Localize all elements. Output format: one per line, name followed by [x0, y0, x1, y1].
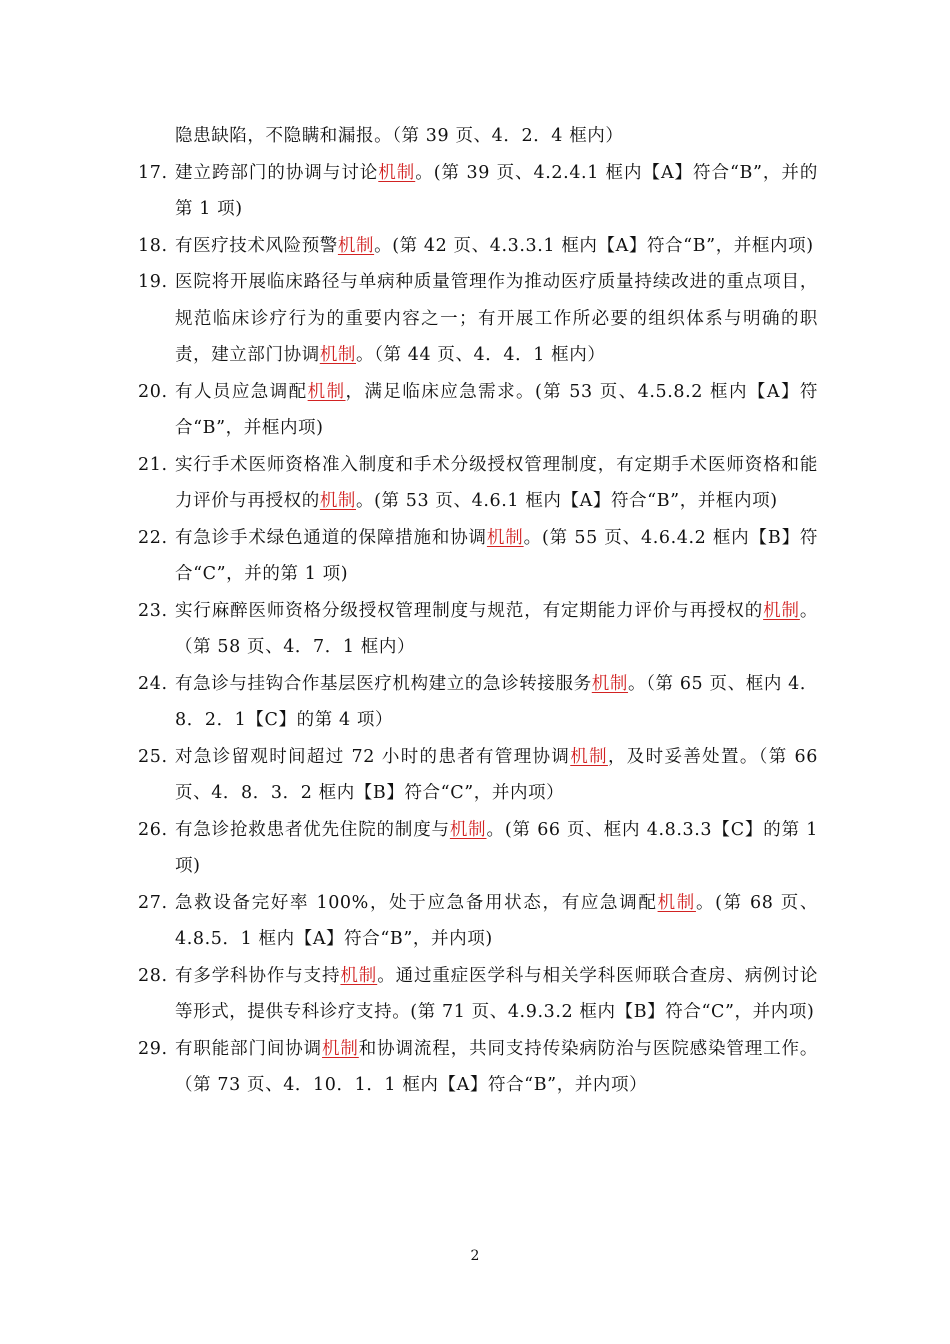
keyword-highlight: 机制: [591, 673, 629, 694]
item-text: 隐患缺陷，不隐瞒和漏报。（第 39 页、4．2．4 框内）: [175, 126, 624, 146]
keyword-highlight: 机制: [307, 381, 346, 402]
keyword-highlight: 机制: [657, 892, 696, 913]
item-text-tail: ，满足临床应急需求。(第 53 页、4.5.8.2 框内【A】符合“B”，并框内项): [175, 381, 818, 438]
item-text-tail: 。(第 42 页、4.3.3.1 框内【A】符合“B”，并框内项): [374, 235, 814, 256]
item-text: 有多学科协作与支持: [175, 965, 341, 986]
list-item: [138, 958, 818, 1031]
item-text-tail: 。（第 65 页、框内 4．8．2．1【C】的第 4 项）: [175, 673, 818, 730]
list-item: [138, 666, 818, 739]
item-number: 17.: [138, 162, 168, 183]
item-text-tail: 。(第 55 页、4.6.4.2 框内【B】符合“C”，并的第 1 项): [175, 527, 819, 584]
keyword-highlight: 机制: [322, 1038, 359, 1059]
item-text-tail: 。（第 44 页、4．4．1 框内）: [356, 345, 606, 365]
item-number: 19.: [138, 272, 168, 292]
list-item: [138, 374, 818, 447]
keyword-highlight: 机制: [337, 235, 375, 256]
item-number: 25.: [138, 746, 168, 767]
item-text: 有医疗技术风险预警: [175, 235, 338, 256]
item-number: 28.: [138, 965, 168, 986]
item-number: 24.: [138, 673, 168, 694]
item-text: 急救设备完好率 100%，处于应急备用状态，有应急调配: [175, 892, 658, 913]
item-text: 有职能部门间协调: [175, 1038, 323, 1059]
list-item: [138, 447, 818, 520]
item-text-tail: 和协调流程，共同支持传染病防治与医院感染管理工作。（第 73 页、4．10．1．1 框内【A】符合“B”，并内项）: [175, 1038, 818, 1095]
item-number: 23.: [138, 600, 168, 621]
list-item: [138, 520, 818, 593]
keyword-highlight: 机制: [340, 965, 378, 986]
list-item: [138, 264, 818, 374]
item-text: 实行麻醉医师资格分级授权管理制度与规范，有定期能力评价与再授权的: [175, 600, 764, 621]
list-item: [138, 812, 818, 885]
item-number: 22.: [138, 527, 168, 548]
item-number: 20.: [138, 381, 168, 402]
item-text-tail: 。（第 58 页、4．7．1 框内）: [175, 600, 818, 657]
item-text: 有人员应急调配: [175, 381, 308, 402]
item-number: 27.: [138, 892, 168, 913]
item-text: 有急诊与挂钩合作基层医疗机构建立的急诊转接服务: [175, 673, 592, 694]
list-item: [138, 118, 818, 155]
item-list: [138, 118, 818, 1104]
list-item: [138, 593, 818, 666]
item-number: 26.: [138, 819, 168, 840]
list-item: [138, 228, 818, 265]
list-item: [138, 1031, 818, 1104]
keyword-highlight: 机制: [378, 162, 416, 183]
item-text-tail: 。通过重症医学科与相关学科医师联合查房、病例讨论等形式，提供专科诊疗支持。(第 71 页、4.9.3.2 框内【B】符合“C”，并内项): [175, 965, 819, 1022]
list-item: [138, 739, 818, 812]
item-text-tail: 。(第 53 页、4.6.1 框内【A】符合“B”，并框内项): [356, 491, 778, 511]
item-text: 医院将开展临床路径与单病种质量管理作为推动医疗质量持续改进的重点项目，规范临床诊疗行为的重要内容之一；有开展工作所必要的组织体系与明确的职责，建立部门协调: [175, 272, 818, 365]
item-number: 29.: [138, 1038, 168, 1059]
item-text-tail: 。(第 66 页、框内 4.8.3.3【C】的第 1 项): [175, 819, 819, 876]
item-text-tail: 。(第 39 页、4.2.4.1 框内【A】符合“B”，并的第 1 项): [175, 162, 818, 219]
item-number: 18.: [138, 235, 168, 256]
keyword-highlight: 机制: [319, 491, 357, 511]
keyword-highlight: 机制: [319, 345, 357, 365]
item-number: 21.: [138, 454, 168, 475]
item-text: 对急诊留观时间超过 72 小时的患者有管理协调: [175, 746, 571, 767]
list-item: [138, 885, 818, 958]
page-number: 2: [470, 1248, 480, 1264]
keyword-highlight: 机制: [763, 600, 800, 621]
keyword-highlight: 机制: [486, 527, 524, 548]
list-item: [138, 155, 818, 228]
keyword-highlight: 机制: [449, 819, 487, 840]
item-text: 实行手术医师资格准入制度和手术分级授权管理制度，有定期手术医师资格和能力评价与再授权的: [175, 454, 818, 511]
item-text: 有急诊抢救患者优先住院的制度与: [175, 819, 450, 840]
item-text: 有急诊手术绿色通道的保障措施和协调: [175, 527, 487, 548]
item-text-tail: 。(第 68 页、4.8.5．1 框内【A】符合“B”，并内项): [175, 892, 819, 949]
keyword-highlight: 机制: [570, 746, 608, 767]
item-text: 建立跨部门的协调与讨论: [175, 162, 379, 183]
item-text-tail: ，及时妥善处置。（第 66 页、4．8．3．2 框内【B】符合“C”，并内项）: [175, 746, 818, 803]
